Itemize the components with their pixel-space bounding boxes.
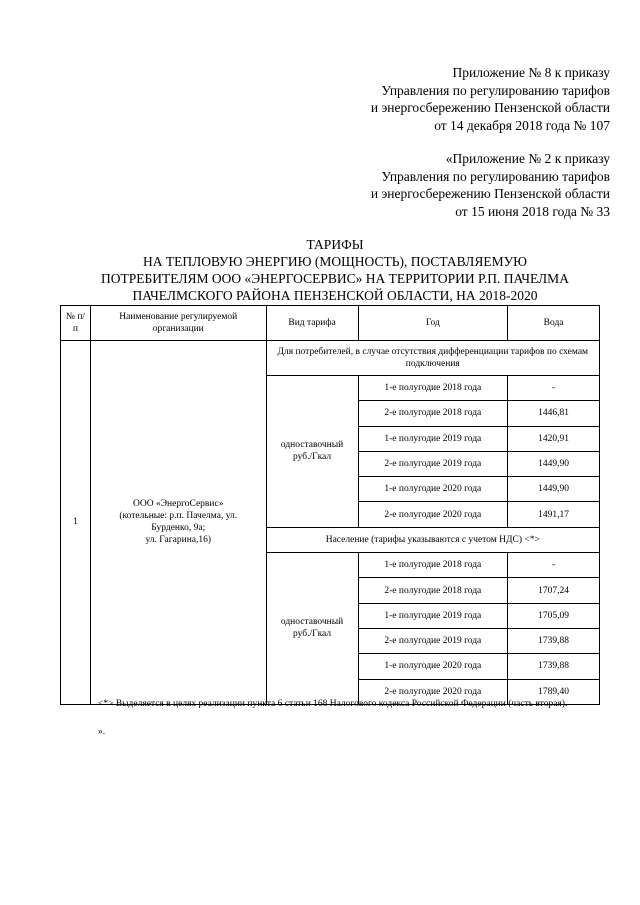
table-header-row bbox=[61, 306, 600, 341]
appendix-current-line: и энергосбережению Пензенской области bbox=[370, 100, 610, 116]
table-row bbox=[61, 341, 600, 376]
period-cell: 2-е полугодие 2019 года bbox=[358, 451, 508, 476]
period-cell: 2-е полугодие 2018 года bbox=[358, 578, 508, 603]
title-line: ТАРИФЫ bbox=[306, 237, 364, 252]
org-line: ООО «ЭнергоСервис» bbox=[133, 499, 224, 510]
title-line: ПОТРЕБИТЕЛЯМ ООО «ЭНЕРГОСЕРВИС» НА ТЕРРИТОРИИ Р.П. ПАЧЕЛМА bbox=[101, 271, 569, 286]
value-cell: 1491,17 bbox=[508, 502, 600, 527]
header-num: № п/п bbox=[61, 306, 91, 341]
header-year: Год bbox=[358, 306, 508, 341]
value-cell: - bbox=[508, 376, 600, 401]
tariff-type-line: руб./Гкал bbox=[292, 452, 332, 463]
period-cell: 2-е полугодие 2020 года bbox=[358, 679, 508, 704]
tariff-type-line: руб./Гкал bbox=[292, 629, 332, 640]
value-cell: 1449,90 bbox=[508, 477, 600, 502]
appendix-original bbox=[371, 150, 610, 220]
header-type: Вид тарифа bbox=[266, 306, 358, 341]
value-cell: 1420,91 bbox=[508, 426, 600, 451]
value-cell: - bbox=[508, 553, 600, 578]
footnote: <*> Выделяется в целях реализации пункта 6 статьи 168 Налогового кодекса Российской Федерации (часть вторая). bbox=[98, 699, 568, 709]
period-cell: 1-е полугодие 2018 года bbox=[358, 376, 508, 401]
group1-header: Для потребителей, в случае отсутствия дифференциации тарифов по схемам подключения bbox=[266, 341, 599, 376]
organization-cell bbox=[90, 341, 266, 705]
appendix-current-line: Управления по регулированию тарифов bbox=[381, 82, 610, 98]
tariff-type-line: одноставочный bbox=[280, 440, 344, 451]
org-line: ул. Гагарина,16) bbox=[145, 535, 212, 546]
group2-tariff-type bbox=[266, 553, 358, 705]
period-cell: 1-е полугодие 2018 года bbox=[358, 553, 508, 578]
value-cell: 1449,90 bbox=[508, 451, 600, 476]
period-cell: 1-е полугодие 2020 года bbox=[358, 654, 508, 679]
org-line: (котельные: р.п. Пачелма, ул. bbox=[119, 511, 238, 522]
tariff-table bbox=[60, 305, 600, 705]
appendix-original-line: «Приложение № 2 к приказу bbox=[445, 151, 610, 166]
appendix-current-line: от 14 декабря 2018 года № 107 bbox=[434, 117, 610, 133]
value-cell: 1707,24 bbox=[508, 578, 600, 603]
value-cell: 1705,09 bbox=[508, 603, 600, 628]
period-cell: 2-е полугодие 2019 года bbox=[358, 628, 508, 653]
title-line: НА ТЕПЛОВУЮ ЭНЕРГИЮ (МОЩНОСТЬ), ПОСТАВЛЯЕМУЮ bbox=[142, 254, 528, 269]
value-cell: 1789,40 bbox=[508, 679, 600, 704]
value-cell: 1446,81 bbox=[508, 401, 600, 426]
period-cell: 1-е полугодие 2019 года bbox=[358, 603, 508, 628]
appendix-original-line: Управления по регулированию тарифов bbox=[381, 168, 610, 184]
group2-header: Население (тарифы указываются с учетом НДС) <*> bbox=[266, 527, 599, 552]
row-number: 1 bbox=[61, 341, 91, 705]
period-cell: 1-е полугодие 2019 года bbox=[358, 426, 508, 451]
tariff-type-line: одноставочный bbox=[280, 617, 344, 628]
period-cell: 2-е полугодие 2020 года bbox=[358, 502, 508, 527]
value-cell: 1739,88 bbox=[508, 654, 600, 679]
header-org: Наименование регулируемой организации bbox=[90, 306, 266, 341]
appendix-original-line: от 15 июня 2018 года № 33 bbox=[455, 203, 610, 219]
period-cell: 1-е полугодие 2020 года bbox=[358, 477, 508, 502]
appendix-original-line: и энергосбережению Пензенской области bbox=[370, 186, 610, 202]
header-water: Вода bbox=[508, 306, 600, 341]
org-line: Бурденко, 9а; bbox=[151, 523, 206, 534]
appendix-current bbox=[371, 64, 610, 134]
period-cell: 2-е полугодие 2018 года bbox=[358, 401, 508, 426]
value-cell: 1739,88 bbox=[508, 628, 600, 653]
group1-tariff-type bbox=[266, 376, 358, 528]
closing-quote: ». bbox=[98, 727, 106, 737]
appendix-current-line: Приложение № 8 к приказу bbox=[452, 65, 610, 80]
title-line: ПАЧЕЛМСКОГО РАЙОНА ПЕНЗЕНСКОЙ ОБЛАСТИ, НА 2018-2020 bbox=[132, 288, 538, 303]
document-title bbox=[60, 236, 610, 304]
